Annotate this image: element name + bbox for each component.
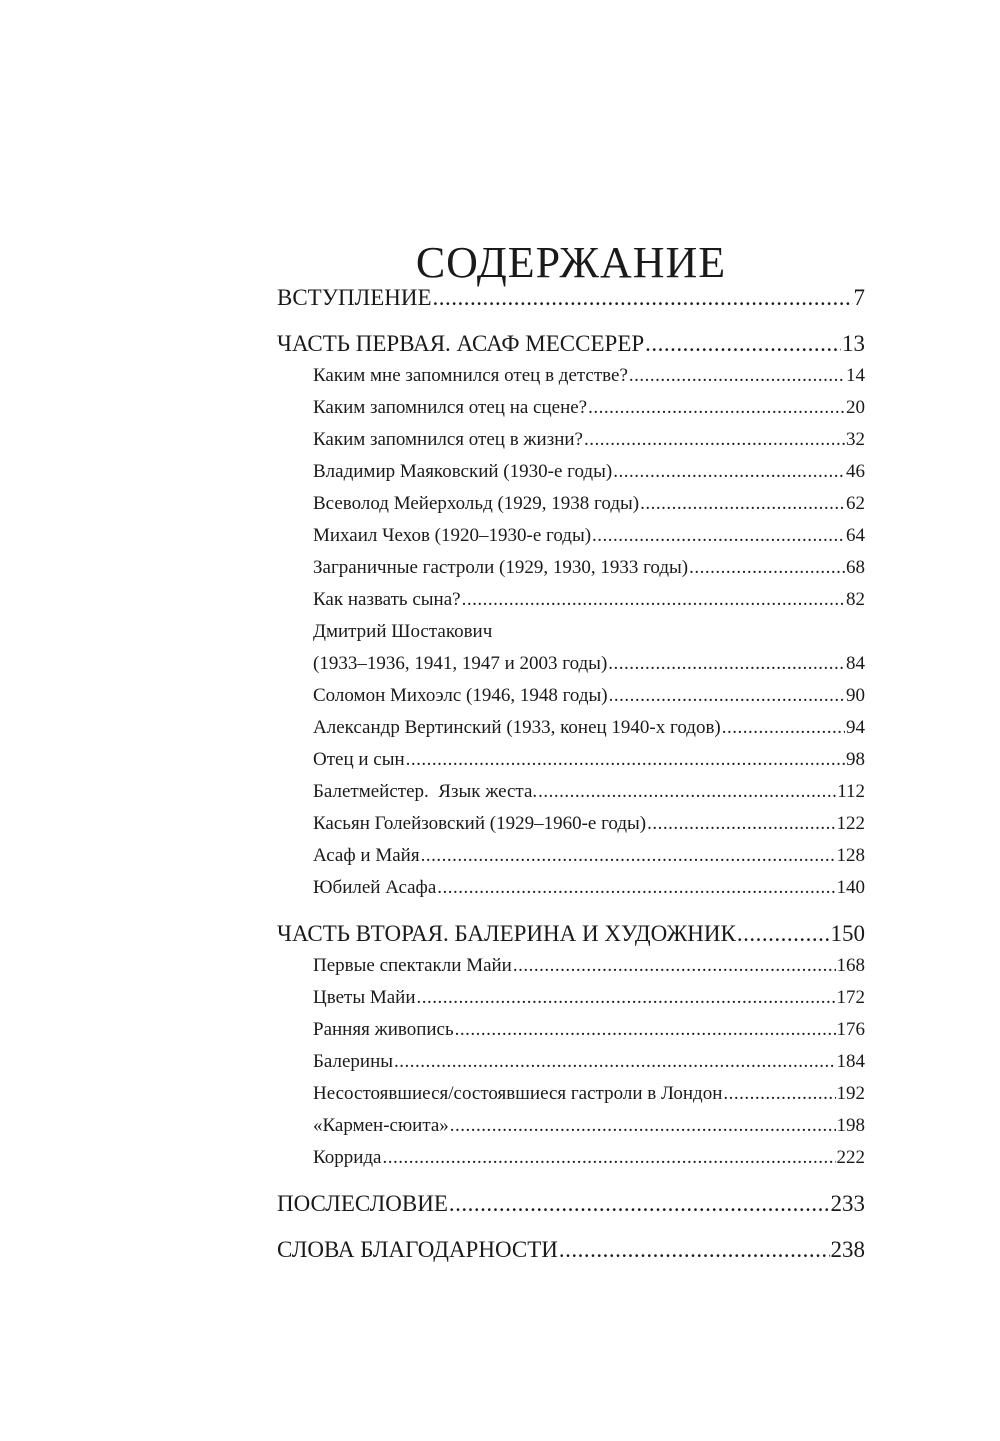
dot-leader (559, 1234, 830, 1266)
toc-entry-page: 20 (846, 397, 865, 418)
toc-entry-label-continued: (1933–1936, 1941, 1947 и 2003 годы) (313, 653, 608, 674)
dot-leader (584, 424, 845, 456)
toc-entry-label: Заграничные гастроли (1929, 1930, 1933 годы) (313, 557, 689, 578)
dot-leader (592, 520, 845, 552)
toc-entry-label: Балетмейстер. Язык жеста. (313, 781, 538, 802)
toc-entry-page: 184 (836, 1051, 865, 1072)
dot-leader (450, 1110, 836, 1142)
dot-leader (383, 1142, 836, 1174)
dot-leader (723, 1078, 835, 1110)
toc-entry-label: Ранняя живопись (313, 1019, 454, 1040)
dot-leader (455, 1014, 836, 1046)
dot-leader (647, 808, 835, 840)
toc-entry-label: Александр Вертинский (1933, конец 1940-х годов) (313, 717, 721, 738)
toc-entry-label: Владимир Маяковский (1930-е годы) (313, 461, 613, 482)
toc-entry-label: СЛОВА БЛАГОДАРНОСТИ (277, 1237, 558, 1262)
toc-entry-part2[interactable] (277, 918, 865, 950)
toc-entry-page: 82 (846, 589, 865, 610)
toc-entry-page: 84 (846, 653, 865, 674)
toc-subentry[interactable] (277, 488, 865, 520)
toc-subentry[interactable] (277, 456, 865, 488)
toc-entry-page: 68 (846, 557, 865, 578)
toc-subentry[interactable] (277, 872, 865, 904)
toc-entry-page: 233 (830, 1191, 865, 1216)
toc-entry-label: Каким запомнился отец на сцене? (313, 397, 588, 418)
dot-leader (609, 680, 845, 712)
toc-entry-page: 222 (836, 1147, 865, 1168)
toc-entry-label: Юбилей Асафа (313, 877, 437, 898)
toc-entry-label: Касьян Голейзовский (1929–1960-е годы) (313, 813, 647, 834)
dot-leader (645, 328, 841, 360)
toc-entry-label: ПОСЛЕСЛОВИЕ (277, 1191, 448, 1216)
toc-entry-label: Как назвать сына? (313, 589, 461, 610)
toc-subentry[interactable] (277, 1078, 865, 1110)
dot-leader (538, 776, 836, 808)
toc-subentry[interactable] (277, 840, 865, 872)
toc-entry-label: Первые спектакли Майи (313, 955, 512, 976)
toc-entry-page: 128 (836, 845, 865, 866)
toc-entry-page: 90 (846, 685, 865, 706)
toc-entry-page: 32 (846, 429, 865, 450)
toc-entry-intro[interactable] (277, 282, 865, 314)
toc-subentry[interactable] (277, 616, 865, 680)
toc-entry-label: Коррида (313, 1147, 382, 1168)
toc-subentry[interactable] (277, 982, 865, 1014)
toc-entry-label: Несостоявшиеся/состоявшиеся гастроли в Лондон (313, 1083, 723, 1104)
toc-entry-label: Отец и сын (313, 749, 405, 770)
dot-leader (640, 488, 845, 520)
toc-subentry[interactable] (277, 680, 865, 712)
table-of-contents (277, 282, 865, 1266)
toc-entry-page: 140 (836, 877, 865, 898)
dot-leader (394, 1046, 835, 1078)
toc-subentry[interactable] (277, 1014, 865, 1046)
toc-entry-label: Дмитрий Шостакович (313, 621, 493, 642)
toc-subentry[interactable] (277, 744, 865, 776)
toc-entry-label: Всеволод Мейерхольд (1929, 1938 годы) (313, 493, 640, 514)
toc-entry-label: ЧАСТЬ ВТОРАЯ. БАЛЕРИНА И ХУДОЖНИК (277, 921, 736, 946)
dot-leader (437, 872, 835, 904)
toc-entry-label: «Кармен-сюита» (313, 1115, 449, 1136)
toc-entry-afterword[interactable] (277, 1188, 865, 1220)
toc-subentry[interactable] (277, 520, 865, 552)
toc-entry-page: 192 (836, 1083, 865, 1104)
toc-subentry[interactable] (277, 950, 865, 982)
dot-leader (722, 712, 845, 744)
page-title: СОДЕРЖАНИЕ (415, 238, 727, 288)
toc-entry-label: Каким мне запомнился отец в детстве? (313, 365, 628, 386)
toc-entry-label: Михаил Чехов (1920–1930-е годы) (313, 525, 592, 546)
toc-subentry[interactable] (277, 776, 865, 808)
toc-entry-page: 238 (830, 1237, 865, 1262)
toc-entry-label: Асаф и Майя (313, 845, 420, 866)
toc-subentry[interactable] (277, 392, 865, 424)
toc-entry-label: Соломон Михоэлс (1946, 1948 годы) (313, 685, 608, 706)
toc-entry-page: 112 (837, 781, 865, 802)
toc-entry-label: Цветы Майи (313, 987, 416, 1008)
toc-entry-page: 198 (836, 1115, 865, 1136)
toc-subentry[interactable] (277, 360, 865, 392)
dot-leader (417, 982, 836, 1014)
toc-entry-page: 176 (836, 1019, 865, 1040)
toc-entry-label: ЧАСТЬ ПЕРВАЯ. АСАФ МЕССЕРЕР (277, 331, 645, 356)
dot-leader (462, 584, 845, 616)
dot-leader (421, 840, 836, 872)
toc-entry-part1[interactable] (277, 328, 865, 360)
toc-subentry[interactable] (277, 1142, 865, 1174)
dot-leader (737, 918, 830, 950)
toc-entry-page: 13 (842, 331, 865, 356)
dot-leader (449, 1188, 830, 1220)
toc-entry-page: 98 (846, 749, 865, 770)
toc-entry-page: 150 (830, 921, 865, 946)
toc-entry-page: 94 (846, 717, 865, 738)
toc-subentry[interactable] (277, 712, 865, 744)
toc-subentry[interactable] (277, 552, 865, 584)
toc-entry-label: Балерины (313, 1051, 394, 1072)
toc-subentry[interactable] (277, 1046, 865, 1078)
toc-subentry[interactable] (277, 424, 865, 456)
toc-entry-page: 172 (836, 987, 865, 1008)
toc-subentry[interactable] (277, 808, 865, 840)
toc-entry-page: 14 (846, 365, 865, 386)
toc-entry-acknowledgements[interactable] (277, 1234, 865, 1266)
dot-leader (433, 282, 853, 314)
toc-entry-page: 168 (836, 955, 865, 976)
dot-leader (513, 950, 836, 982)
toc-entry-label: ВСТУПЛЕНИЕ (277, 285, 432, 310)
toc-subentry[interactable] (277, 584, 865, 616)
toc-subentry[interactable] (277, 1110, 865, 1142)
dot-leader (406, 744, 845, 776)
dot-leader (629, 360, 845, 392)
dot-leader (689, 552, 845, 584)
dot-leader (608, 648, 845, 680)
toc-entry-label: Каким запомнился отец в жизни? (313, 429, 583, 450)
toc-entry-page: 122 (836, 813, 865, 834)
toc-entry-page: 46 (846, 461, 865, 482)
dot-leader (588, 392, 845, 424)
dot-leader (613, 456, 845, 488)
toc-entry-page: 62 (846, 493, 865, 514)
toc-entry-page: 64 (846, 525, 865, 546)
toc-entry-page: 7 (853, 285, 865, 310)
